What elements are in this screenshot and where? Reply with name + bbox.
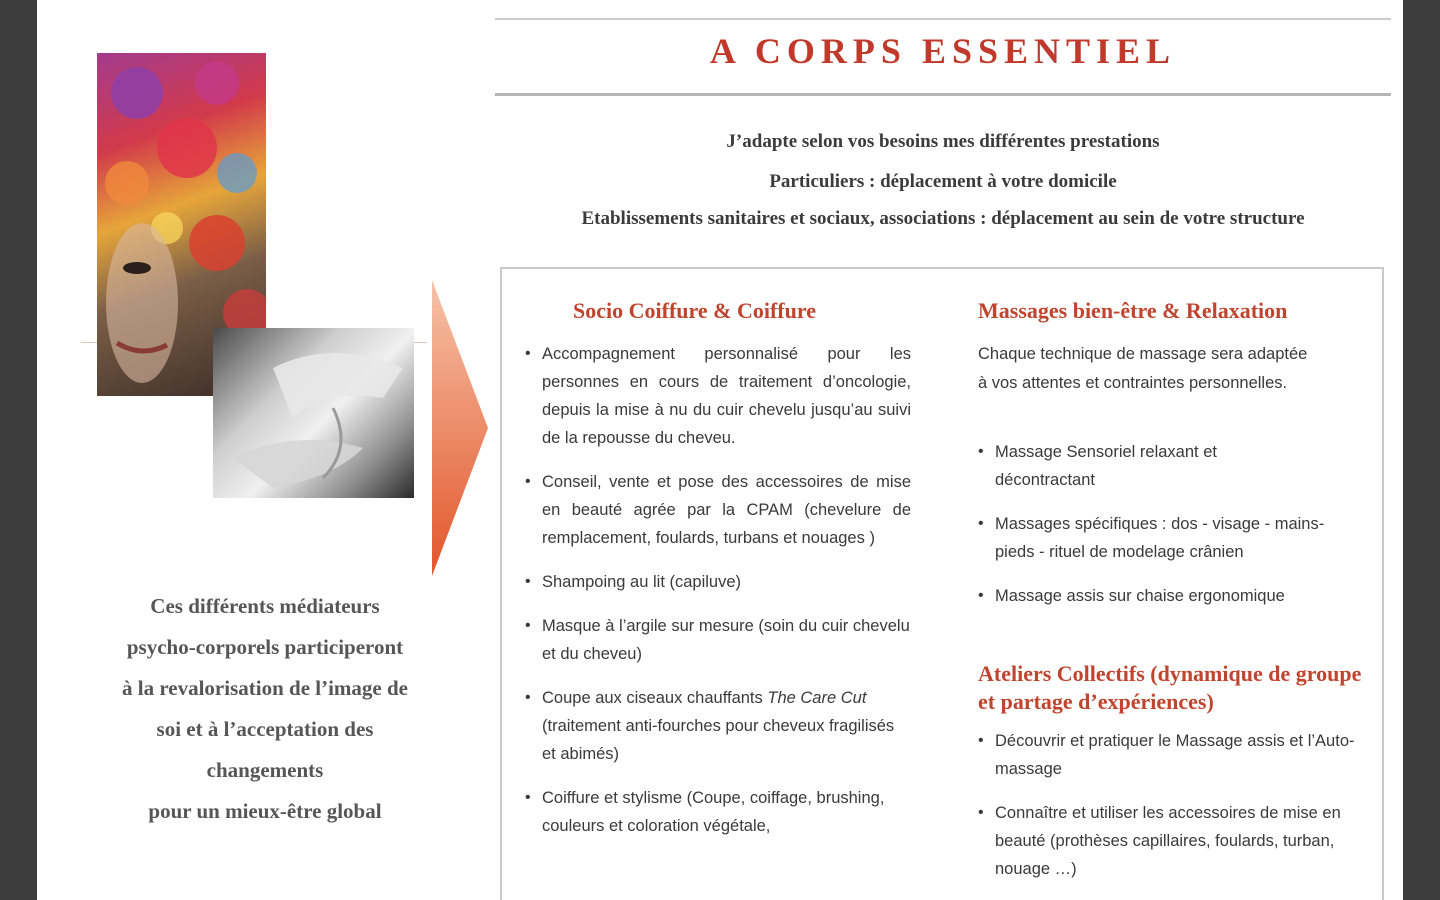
list-item: • Conseil, vente et pose des accessoires de mise en beauté agrée par la CPAM (chevelure de remplacement, foulards, turbans et nouages ) [525, 473, 911, 547]
ateliers-title: Ateliers Collectifs (dynamique de groupe et partage d’expériences) [978, 661, 1362, 714]
massage-hands-image [213, 328, 414, 498]
statement-line: soi et à l’acceptation des [156, 717, 374, 741]
list-item: • Découvrir et pratiquer le Massage assis et l’Auto-massage [978, 732, 1355, 778]
mediateurs-statement [87, 586, 443, 832]
statement-line: psycho-corporels participeront [126, 635, 404, 659]
statement-line: Ces différents médiateurs [150, 594, 380, 618]
chevron-arrow-icon [432, 280, 488, 576]
massages-list [978, 438, 1368, 610]
statement-line: pour un mieux-être global [148, 799, 382, 823]
statement-line: changements [206, 758, 324, 782]
page-title: A CORPS ESSENTIEL [709, 31, 1177, 71]
brochure-page [37, 0, 1403, 900]
list-item: • Connaître et utiliser les accessoires de mise en beauté (prothèses capillaires, foulards, turban, nouage …) [978, 804, 1341, 878]
intro-line-1: J’adapte selon vos besoins mes différentes prestations [726, 131, 1160, 152]
list-item: • Massages spécifiques : dos - visage - mains- pieds - rituel de modelage crânien [978, 515, 1325, 561]
intro-line-3: Etablissements sanitaires et sociaux, associations : déplacement au sein de votre structure [581, 208, 1305, 229]
ateliers-list [978, 727, 1368, 883]
header-rule-top [495, 18, 1391, 20]
list-item: • Masque à l’argile sur mesure (soin du cuir chevelu et du cheveu) [525, 617, 910, 663]
coiffure-title: Socio Coiffure & Coiffure [573, 298, 816, 323]
list-item: • Coupe aux ciseaux chauffants The Care Cut (traitement anti-fourches pour cheveux fragilisés et abimés) [525, 689, 895, 763]
list-item: • Massage Sensoriel relaxant et décontractant [978, 443, 1217, 489]
list-item: • Shampoing au lit (capiluve) [525, 573, 742, 591]
massages-title: Massages bien-être & Relaxation [978, 298, 1288, 323]
intro-line-2: Particuliers : déplacement à votre domicile [769, 171, 1117, 192]
list-item: • Accompagnement personnalisé pour les personnes en cours de traitement d’oncologie, depuis la mise à nu du cuir chevelu jusqu’au suivi de la repousse du cheveu. [525, 345, 911, 447]
list-item: • Massage assis sur chaise ergonomique [978, 587, 1285, 605]
massages-intro: Chaque technique de massage sera adaptée à vos attentes et contraintes personnelles. [978, 345, 1308, 392]
header-rule-bottom [495, 93, 1391, 96]
list-item: • Coiffure et stylisme (Coupe, coiffage, brushing, couleurs et coloration végétale, [525, 789, 885, 835]
coiffure-list [525, 340, 911, 840]
statement-line: à la revalorisation de l’image de [122, 676, 408, 700]
